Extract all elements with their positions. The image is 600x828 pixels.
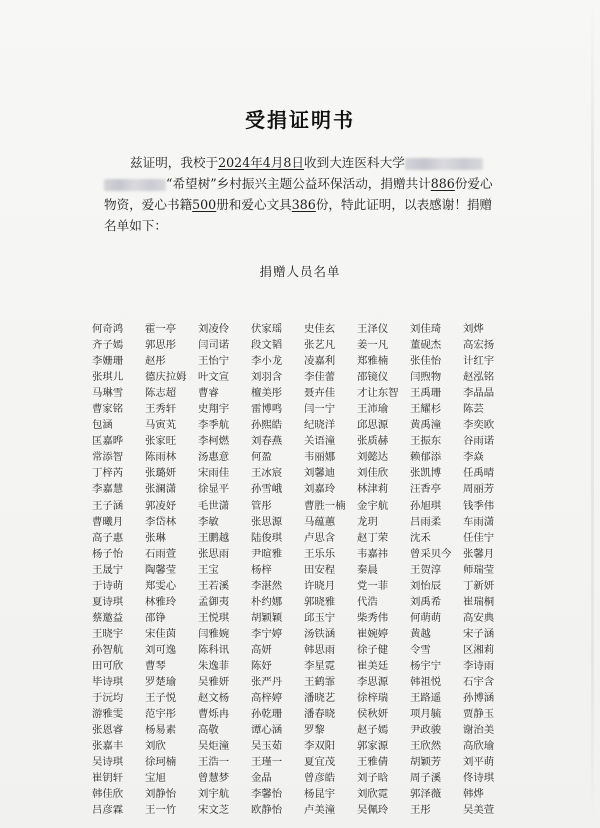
donor-name: 陈雨林 [145,451,177,464]
donor-name: 李思源 [357,676,389,689]
donor-name: 高安典 [463,611,495,624]
donor-name: 徐珂楠 [145,756,177,769]
donor-name: 何盈 [251,451,272,464]
donor-name: 雷博鸣 [251,403,283,416]
donor-name: 曹烁冉 [198,708,230,721]
donor-name: 刘嘉玲 [304,483,336,496]
donor-name: 何奇鸿 [92,323,124,335]
donor-name: 马蕴蕙 [304,515,336,528]
donor-name: 何萌萌 [410,611,442,624]
donor-name: 曾彦皓 [304,772,336,785]
donor-name: 任禹晴 [463,467,495,480]
donor-name: 刘烨 [463,323,484,335]
donor-name: 韩祖悦 [410,676,442,689]
donor-name: 黄禹潼 [410,419,442,432]
donor-name: 崔钥轩 [92,772,124,785]
donor-name: 孙雪峨 [251,483,283,496]
donor-names-grid [92,320,522,817]
donor-name: 金宇航 [357,499,389,512]
donor-name: 胡颖芳 [410,756,442,769]
body-goods: 份爱心物资，爱心书籍 [104,176,493,212]
donor-name: 黄越 [410,627,431,640]
donor-name: 蔡邀益 [92,611,124,624]
donor-name: 高妍 [251,643,272,656]
donor-name: 陈志超 [145,387,177,400]
donor-name: 刘可逸 [145,643,177,656]
donor-name: 王晓宇 [92,627,124,640]
donor-name: 吴佩玲 [357,804,389,817]
donor-name: 曹琴 [145,659,166,672]
donor-name: 李诗雨 [463,659,495,672]
book-count: 500 [192,197,217,212]
donor-name: 王子悦 [145,692,177,705]
donor-name: 崔婉婷 [357,627,389,640]
donor-name: 师瑞莹 [463,563,495,576]
body-thanks: 份，特此证明，以表感谢！捐赠名单如下： [104,197,493,233]
donor-name: 区湘莉 [463,643,495,656]
donor-name: 刘馨迪 [304,467,336,480]
donor-name: 王沛瑜 [357,403,389,416]
donor-name: 高梓婷 [251,692,283,705]
donor-name: 张思雨 [198,547,230,560]
stationery-count: 386 [291,197,316,212]
donor-name: 孙博涵 [463,692,495,705]
donor-name: 尹政骏 [410,724,442,737]
donor-name: 宝旭 [145,772,166,785]
donor-name: 邵镜仪 [357,371,389,384]
donor-name: 吴玉茹 [251,740,283,753]
donor-name: 陆俊琪 [251,531,283,544]
donor-name: 郭凌妤 [145,499,177,512]
donor-name: 王彤 [410,804,431,817]
donor-name: 刘静怡 [145,788,177,801]
donor-name: 张严丹 [251,676,283,689]
donor-name: 许晓月 [304,579,336,592]
donor-name: 任佳宁 [463,531,495,544]
donor-name: 赵子嫣 [357,724,389,737]
donor-name: 韦丽娜 [304,451,336,464]
donor-name: 郑雯心 [145,579,177,592]
donor-name: 刘怡辰 [410,579,442,592]
donor-name: 项月毓 [410,708,442,721]
donor-name: 张艺凡 [304,339,336,352]
donor-name: 王鹤霏 [304,676,336,689]
donor-name: 刘子晗 [357,772,389,785]
donor-name: 李姗珊 [92,355,124,368]
donor-name: 刘春燕 [251,435,283,448]
donor-name: 王乐乐 [304,547,336,560]
donor-name: 赖郁添 [410,451,442,464]
donor-name: 李晶晶 [463,387,495,400]
donor-name: 赵丁荣 [357,531,389,544]
donor-name: 吴雅妍 [198,676,230,689]
donor-name: 于沅均 [92,692,124,705]
donor-name: 霍一亭 [145,323,177,335]
donor-name: 张馨月 [463,547,495,560]
redacted-text-1 [405,158,483,170]
donor-name: 卢美潼 [304,804,336,817]
donor-name: 宋文芝 [198,804,230,817]
donor-name: 王耀杉 [410,403,442,416]
donor-name: 潘春晓 [304,708,336,721]
donor-name: 林津莉 [357,483,389,496]
donor-name: 王冰宸 [251,467,283,480]
page-edge-shadow [591,0,594,828]
donor-name: 王欣然 [410,740,442,753]
donor-name: 王若溪 [198,579,230,592]
redacted-text-2 [104,179,166,191]
donor-name: 关语潼 [304,435,336,448]
donor-name: 王禹珊 [410,387,442,400]
donor-name: 汤惠意 [198,451,230,464]
donor-name: 王贺淳 [410,563,442,576]
donor-name: 王一竹 [145,804,177,817]
body-intro: 兹证明，我校于 [130,155,219,170]
donor-name: 胡颖颖 [251,611,283,624]
donor-name: 郭晓雅 [304,595,336,608]
donor-name: 车雨潇 [463,515,495,528]
donor-name: 计红宇 [463,355,495,368]
donor-name: 陈科讯 [198,643,230,656]
donor-name: 董砚杰 [410,339,442,352]
donor-name: 孙旭琪 [410,499,442,512]
donor-name: 闫司诺 [198,339,230,352]
donor-name: 李季航 [198,419,230,432]
donor-name: 徐子健 [357,643,389,656]
donor-name: 纪晓洋 [304,419,336,432]
donor-name: 伏家瑶 [251,323,283,335]
donor-name: 张琪儿 [92,371,124,384]
donor-name: 柴秀伟 [357,611,389,624]
donor-name: 于诗萌 [92,579,124,592]
donor-name: 张思源 [251,515,283,528]
donor-name: 王路遥 [410,692,442,705]
donor-name: 檀美彤 [251,387,283,400]
donor-name: 孙熙皓 [251,419,283,432]
donor-name: 史翔宇 [198,403,230,416]
donor-name: 李柯燃 [198,435,230,448]
donor-name: 秦晨 [357,563,378,576]
donor-name: 朴约娜 [251,595,283,608]
item-count: 886 [430,176,455,191]
donor-name: 吕雨柔 [410,515,442,528]
donor-name: 李星霓 [304,659,336,672]
donor-name: 丁梓芮 [92,467,124,480]
donor-name: 李佳蕾 [304,371,336,384]
donor-name: 尹暄雅 [251,547,283,560]
donor-name: 郭家源 [357,740,389,753]
donor-name: 谢治美 [463,724,495,737]
donor-name: 范宇彤 [145,708,177,721]
donor-name: 孙智航 [92,643,124,656]
donor-list-title: 捐赠人员名单 [259,264,341,279]
body-donor: 收到大连医科大学 [304,155,405,170]
donor-name: 杨昆宇 [304,788,336,801]
donor-name: 龙玥 [357,515,378,528]
donor-name: 韦嘉祎 [357,547,389,560]
donor-name: 王雅倩 [357,756,389,769]
donor-name: 吴炬潼 [198,740,230,753]
donor-name: 石宇含 [463,676,495,689]
donor-name: 田可欣 [92,659,124,672]
donor-name: 孙乾珊 [251,708,283,721]
donor-name: 周丽芳 [463,483,495,496]
donor-name: 李焱 [463,451,484,464]
donor-name: 侯秋妍 [357,708,389,721]
donor-name: 欧静怡 [251,804,283,817]
donor-name: 石雨萱 [145,547,177,560]
donor-name: 刘凌伶 [198,323,230,335]
donor-name: 李宁婷 [251,627,283,640]
donor-name: 毛世潇 [198,499,230,512]
donor-name: 游雅雯 [92,708,124,721]
donor-name: 杨易素 [145,724,177,737]
donor-name: 党一菲 [357,579,389,592]
donor-name: 姜一凡 [357,339,389,352]
donor-name: 孟御夷 [198,595,230,608]
donor-name: 齐子嫣 [92,339,124,352]
donor-name: 包涵 [92,419,113,432]
donor-name: 郑雅楠 [357,355,389,368]
donor-name: 刘佳琦 [410,323,442,335]
donor-name: 周子溪 [410,772,442,785]
receipt-date: 2024年4月8日 [218,155,305,170]
donor-name: 刘佳欣 [357,467,389,480]
donor-name: 王泽仪 [357,323,389,335]
donor-name: 张璐妍 [145,467,177,480]
donor-name: 郭泽薇 [410,788,442,801]
certificate-title: 受捐证明书 [245,108,355,132]
donor-name: 吴诗琪 [92,756,124,769]
donor-name: 邱玉宁 [304,611,336,624]
donor-name: 张质赫 [357,435,389,448]
donor-name: 佟诗琪 [463,772,495,785]
donor-name: 韩烨 [463,788,484,801]
donor-name: 徐梓瑞 [357,692,389,705]
donor-name: 谷雨诺 [463,435,495,448]
donor-name: 高欣瑜 [463,740,495,753]
donor-name: 张恩睿 [92,724,124,737]
donor-name: 宋佳茵 [145,627,177,640]
donor-name: 宋雨佳 [198,467,230,480]
donor-name: 谭心涵 [251,724,283,737]
donor-name: 王悦琪 [198,611,230,624]
donor-name: 宋子涵 [463,627,495,640]
certificate-body [104,152,496,236]
donor-name: 刘宇航 [198,788,230,801]
donor-name: 陈妤 [251,659,272,672]
donor-name: 丁新妍 [463,579,495,592]
donor-name: 田安程 [304,563,336,576]
donor-name: 钱季伟 [463,499,495,512]
donor-name: 闫雅婉 [198,627,230,640]
donor-name: 闫煦物 [410,371,442,384]
donor-name: 曹曦月 [92,515,124,528]
donor-name: 刘羽含 [251,371,283,384]
donor-name: 才让东智 [357,387,399,400]
donor-name: 史佳玄 [304,323,336,335]
donor-name: 令雪 [410,643,431,656]
donor-name: 匡嘉晔 [92,435,124,448]
donor-name: 高子惠 [92,531,124,544]
donor-name: 王怡宁 [198,355,230,368]
donor-name: 李湛然 [251,579,283,592]
donor-name: 林雅玲 [145,595,177,608]
donor-name: 刘欣霓 [357,788,389,801]
donor-name: 刘禹希 [410,595,442,608]
donor-name: 王晟宁 [92,563,124,576]
donor-name: 李双阳 [304,740,336,753]
donor-name: 杨梓 [251,563,272,576]
donor-name: 高敬 [198,724,219,737]
donor-name: 张佳怡 [410,355,442,368]
donor-name: 马寅芄 [145,419,177,432]
donor-name: 韩佳欣 [92,788,124,801]
donor-name: 沈禾 [410,531,431,544]
donor-name: 赵彤 [145,355,166,368]
donor-name: 吴美萱 [463,804,495,817]
donor-name: 王宝 [198,563,219,576]
donor-name: 刘懿达 [357,451,389,464]
donor-name: 曾慧梦 [198,772,230,785]
donor-name: 汪香亭 [410,483,442,496]
donor-name: 闫一宁 [304,403,336,416]
donor-name: 贾静玉 [463,708,495,721]
donor-name: 段文韬 [251,339,283,352]
donor-name: 吕彦霖 [92,804,124,817]
donor-name: 王浩一 [198,756,230,769]
donor-name: 徐显平 [198,483,230,496]
donor-name: 刘欣 [145,740,166,753]
donor-name: 陶馨莹 [145,563,177,576]
donor-name: 曾采贝今 [410,547,452,560]
donor-name: 曹睿 [198,387,219,400]
donor-name: 赵泓铭 [463,371,495,384]
donor-name: 叶文宣 [198,371,230,384]
donor-name: 曹胜一楠 [304,499,346,512]
donor-name: 李小龙 [251,355,283,368]
donor-name: 曹家铭 [92,403,124,416]
donor-name: 卢思含 [304,531,336,544]
donor-name: 聂卉佳 [304,387,336,400]
donor-name: 罗黎 [304,724,325,737]
donor-name: 凌嘉利 [304,355,336,368]
body-stationery: 册和爱心文具 [216,197,292,212]
donor-name: 马琳雪 [92,387,124,400]
donor-name: 王瑾一 [251,756,283,769]
donor-name: 潘晓艺 [304,692,336,705]
donor-name: 邱思源 [357,419,389,432]
donor-name: 王振东 [410,435,442,448]
donor-name: 陈芸 [463,403,484,416]
donor-name: 刘平萌 [463,756,495,769]
donor-name: 李馨怡 [251,788,283,801]
donor-name: 赵文杨 [198,692,230,705]
donor-name: 李岱林 [145,515,177,528]
donor-name: 管彤 [251,499,272,512]
donor-name: 张凯博 [410,467,442,480]
donor-name: 罗楚瑜 [145,676,177,689]
donor-name: 李嘉慧 [92,483,124,496]
donor-name: 夏诗琪 [92,595,124,608]
donor-name: 高宏扬 [463,339,495,352]
donor-name: 毕诗琪 [92,676,124,689]
donor-name: 李奕欧 [463,419,495,432]
donor-name: 王子涵 [92,499,124,512]
donor-name: 常添智 [92,451,124,464]
donor-name: 朱逸菲 [198,659,230,672]
donor-name: 代浩 [357,595,378,608]
donor-name: 李敏 [198,515,219,528]
donor-name: 金晶 [251,772,272,785]
donor-name: 崔美廷 [357,659,389,672]
donor-name: 张嘉丰 [92,740,124,753]
donor-name: 邵铮 [145,611,166,624]
donor-name: 德庆拉姆 [145,371,187,384]
donor-name: 韩思雨 [304,643,336,656]
donor-name: 张澜潇 [145,483,177,496]
donor-name: 杨子怡 [92,547,124,560]
donor-name: 王鹏越 [198,531,230,544]
donor-name: 王秀轩 [145,403,177,416]
body-activity: “希望树”乡村振兴主题公益环保活动，捐赠共计 [166,176,431,191]
donor-name: 张家旺 [145,435,177,448]
donor-name: 夏宜茂 [304,756,336,769]
donor-name: 杨宇宁 [410,659,442,672]
donor-name: 崔瑞桐 [463,595,495,608]
donor-name: 郭思彤 [145,339,177,352]
donor-name: 张琳 [145,531,166,544]
donor-name: 汤铁涵 [304,627,336,640]
